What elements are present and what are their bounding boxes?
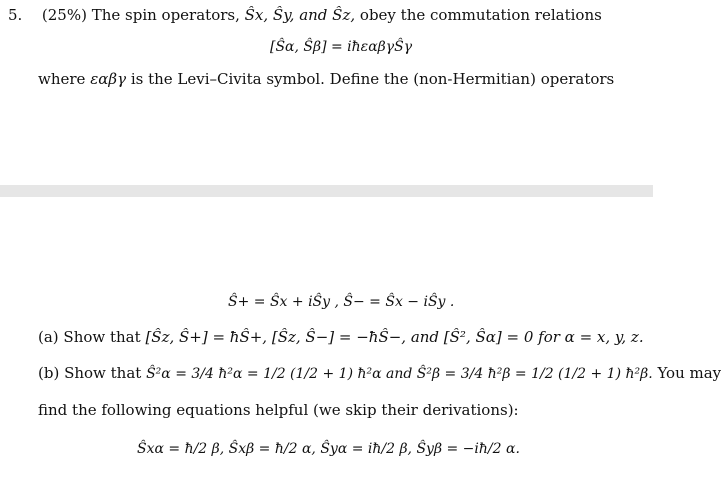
where-line [38,70,614,88]
helpful-equations: Ŝxα = ħ/2 β, Ŝxβ = ħ/2 α, Ŝyα = iħ/2 β, Ŝyβ = −iħ/2 α. [137,441,520,457]
problem-statement-line [8,6,602,24]
problem-intro-ops: Ŝx, Ŝy, and Ŝz, [244,6,356,24]
levi-civita-symbol: εαβγ [90,70,127,88]
part-b-you-may: You may [657,364,721,382]
ladder-operator-definition: Ŝ+ = Ŝx + iŜy , Ŝ− = Ŝx − iŜy . [228,294,455,310]
part-a [38,328,644,346]
problem-number: 5. [8,6,23,24]
section-separator [0,185,653,197]
part-a-label: (a) Show that [38,328,141,346]
part-b-continuation: find the following equations helpful (we skip their derivations): [38,401,519,419]
where-before: where [38,70,86,88]
part-b-equations: Ŝ²α = 3/4 ħ²α = 1/2 (1/2 + 1) ħ²α and Ŝ²β = 3/4 ħ²β = 1/2 (1/2 + 1) ħ²β. [146,366,653,382]
part-a-equations: [Ŝz, Ŝ+] = ħŜ+, [Ŝz, Ŝ−] = −ħŜ−, and [Ŝ², Ŝα] = 0 for α = x, y, z. [145,328,644,346]
problem-intro-after: obey the commutation relations [359,6,602,24]
part-b-label: (b) Show that [38,364,142,382]
part-b [38,364,721,383]
problem-intro-before: The spin operators, [91,6,240,24]
where-after: is the Levi–Civita symbol. Define the (non-Hermitian) operators [130,70,615,88]
commutator-equation: [Ŝα, Ŝβ] = iħεαβγŜγ [270,39,413,55]
problem-weight: (25%) [41,6,87,24]
